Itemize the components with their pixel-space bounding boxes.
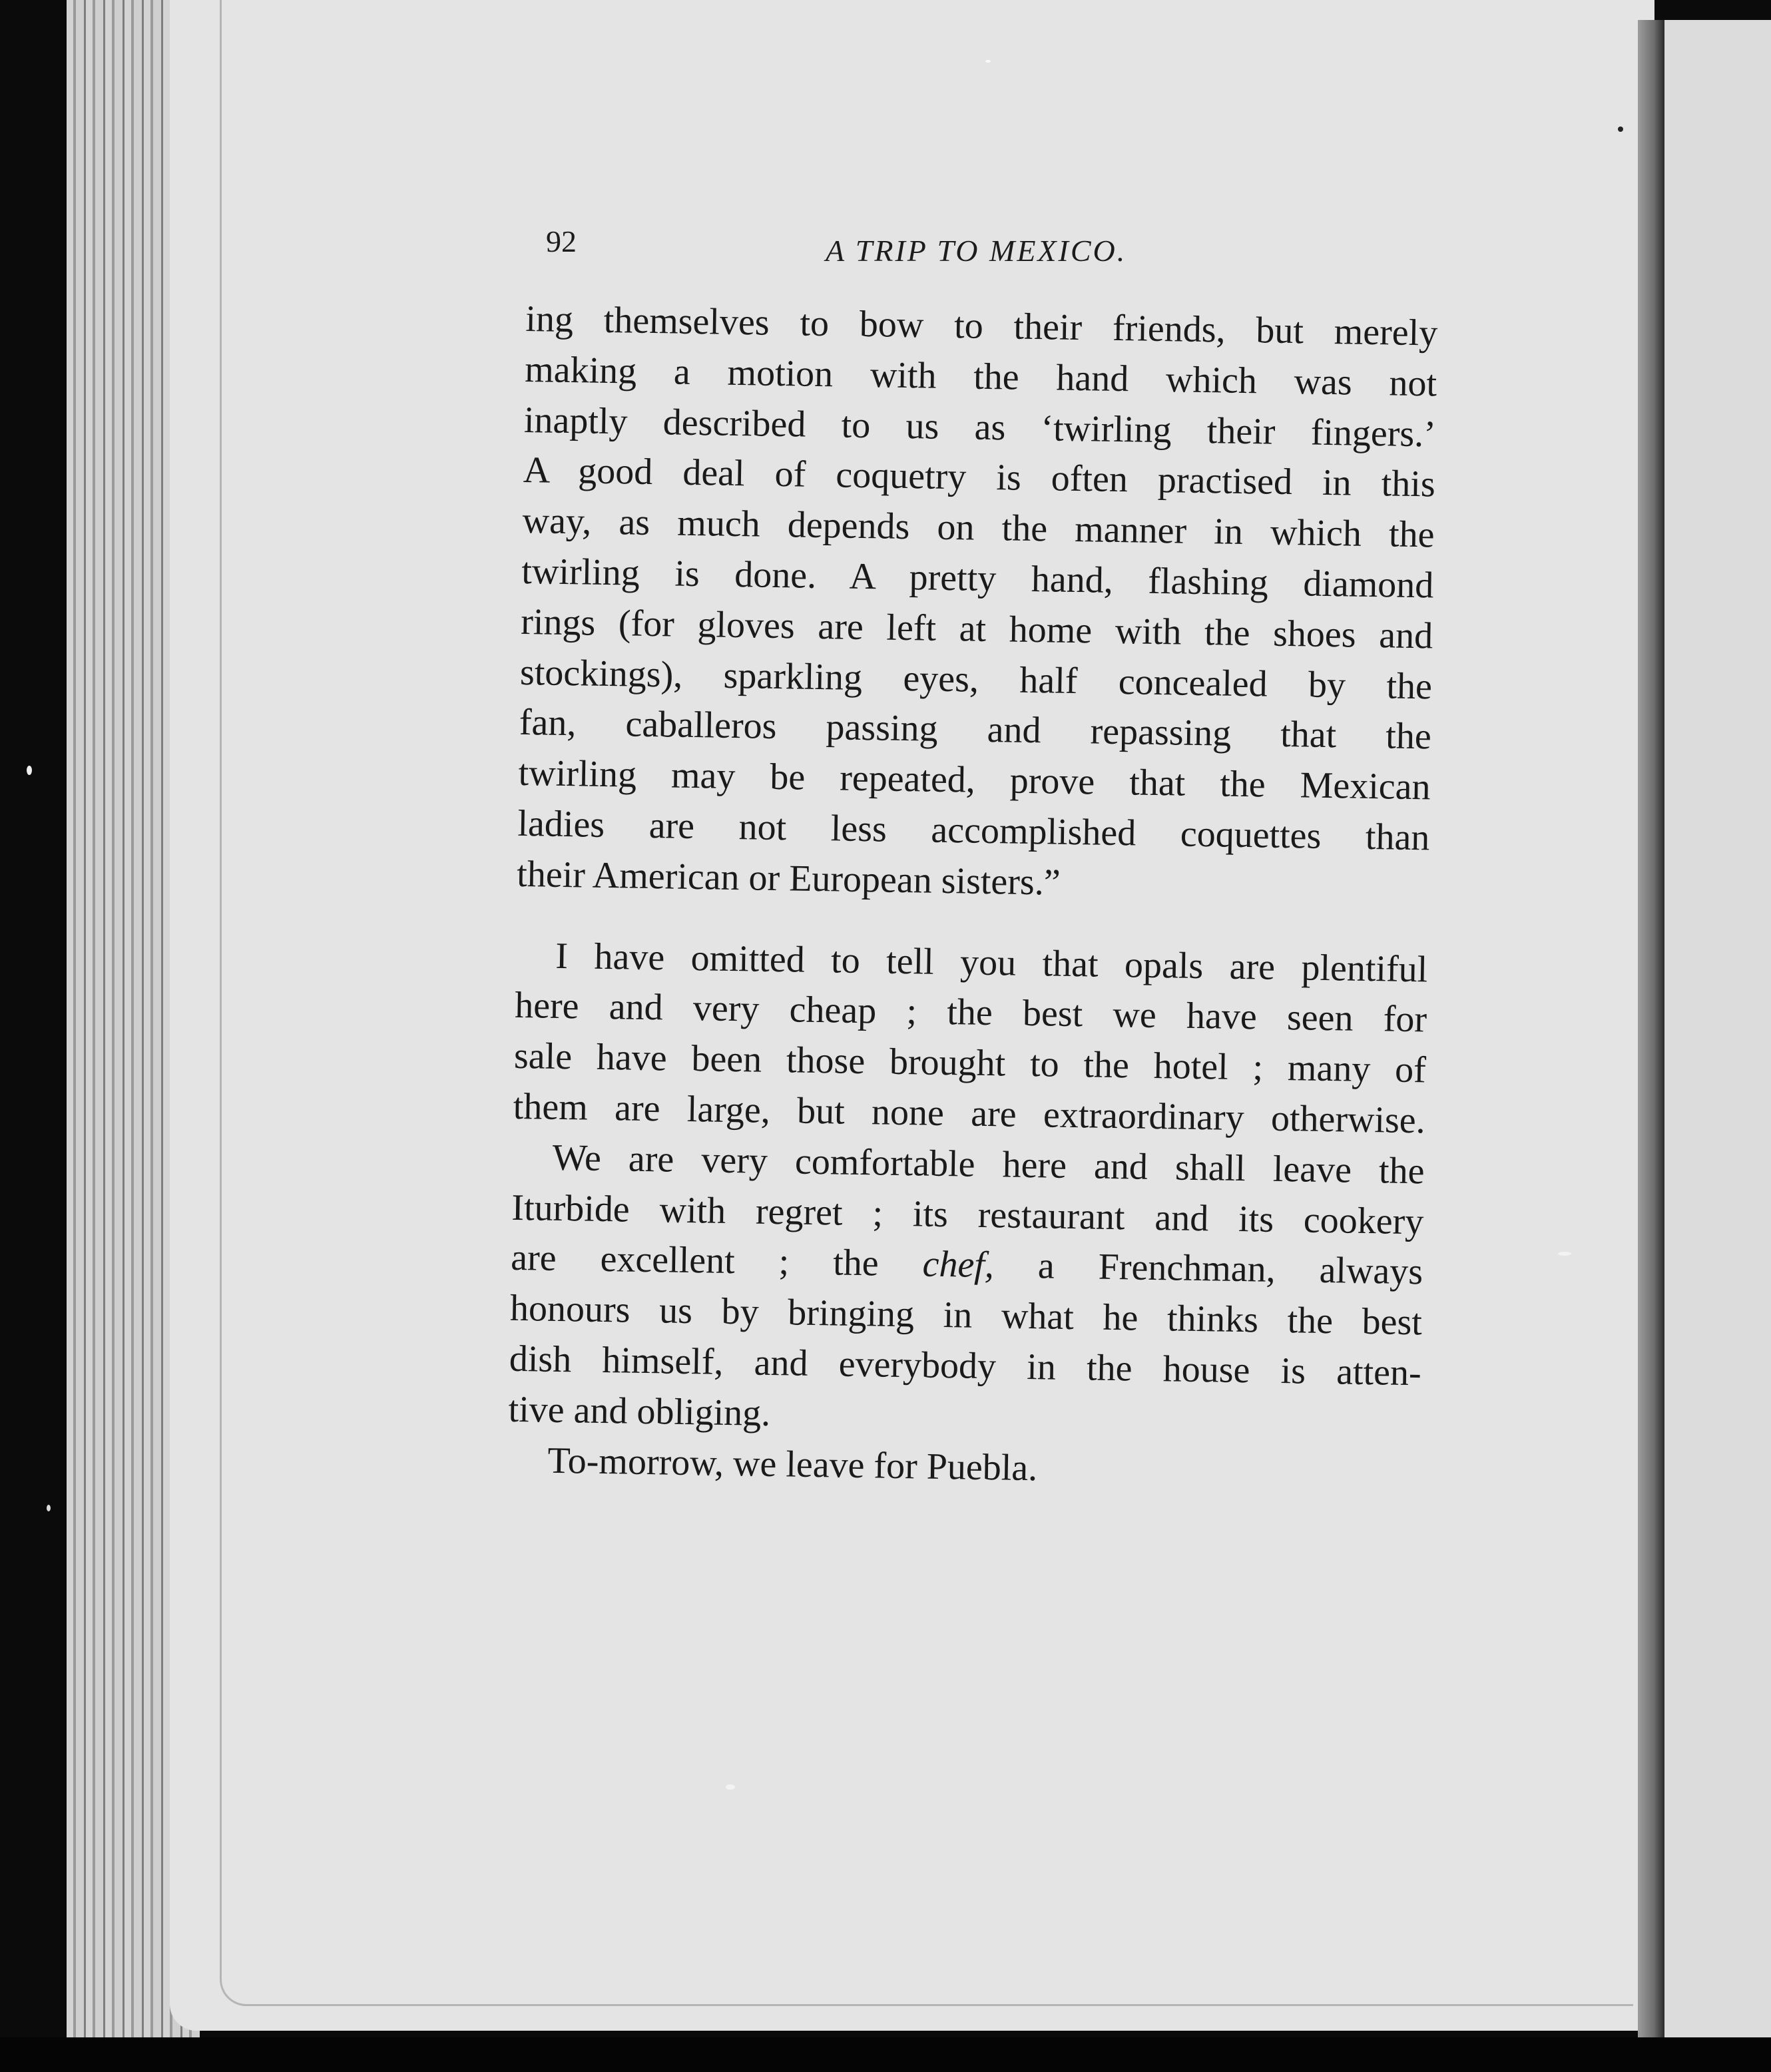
text-line: A good deal of coquetry is often practised in this	[523, 449, 1436, 505]
dust-speck	[1558, 1252, 1571, 1256]
page-number: 92	[546, 224, 577, 258]
dust-speck	[27, 766, 32, 775]
dust-speck	[1618, 127, 1623, 132]
text-line: fan, caballeros passing and repassing that the	[519, 702, 1432, 758]
text-line: dish himself, and everybody in the house is atten-	[509, 1338, 1422, 1394]
text-line: here and very cheap ; the best we have seen for	[514, 985, 1427, 1041]
scan-bottom-border	[0, 2037, 1771, 2072]
text-line: To-morrow, we leave for Puebla.	[547, 1439, 1038, 1489]
running-head: A TRIP TO MEXICO.	[826, 234, 1127, 268]
text-line: honours us by bringing in what he thinks the best	[509, 1287, 1423, 1344]
text-line: them are large, but none are extraordinary otherwise.	[513, 1085, 1426, 1142]
text-line: inaptly described to us as ‘twirling their fingers.’	[523, 399, 1437, 455]
italic-word: chef,	[922, 1243, 995, 1286]
text-line: rings (for gloves are left at home with the shoes and	[520, 601, 1433, 657]
paragraph-2	[513, 930, 1428, 1147]
dust-speck	[726, 1784, 735, 1790]
text-line: way, as much depends on the manner in which the	[522, 500, 1435, 556]
text-line: ing themselves to bow to their friends, but merely	[525, 298, 1438, 354]
body-text	[507, 294, 1438, 1500]
book-gutter	[1638, 20, 1664, 2037]
dust-speck	[47, 1505, 51, 1511]
text-line: twirling is done. A pretty hand, flashing diamond	[521, 550, 1434, 607]
text-line: We are very comfortable here and shall leave the	[552, 1137, 1425, 1192]
paragraph-3	[508, 1133, 1425, 1449]
text-line: I have omitted to tell you that opals are plentiful	[555, 935, 1428, 990]
text-segment: a Frenchman, always	[993, 1244, 1423, 1293]
page-header	[546, 224, 1505, 277]
text-segment: are excellent ; the	[510, 1237, 923, 1285]
paragraph-1	[517, 294, 1438, 914]
text-line: their American or European sisters.”	[516, 853, 1061, 904]
text-line: sale have been those brought to the hotel ; many of	[513, 1035, 1427, 1091]
facing-page-edge	[1664, 20, 1771, 2044]
text-line: ladies are not less accomplished coquettes than	[517, 802, 1430, 859]
text-line: twirling may be repeated, prove that the Mexican	[518, 752, 1431, 808]
text-line: Iturbide with regret ; its restaurant and its cookery	[511, 1186, 1424, 1242]
text-line: tive and obliging.	[508, 1388, 771, 1434]
text-line: stockings), sparkling eyes, half concealed by the	[519, 651, 1433, 708]
dust-speck	[985, 60, 991, 63]
text-line: making a motion with the hand which was not	[524, 348, 1437, 405]
